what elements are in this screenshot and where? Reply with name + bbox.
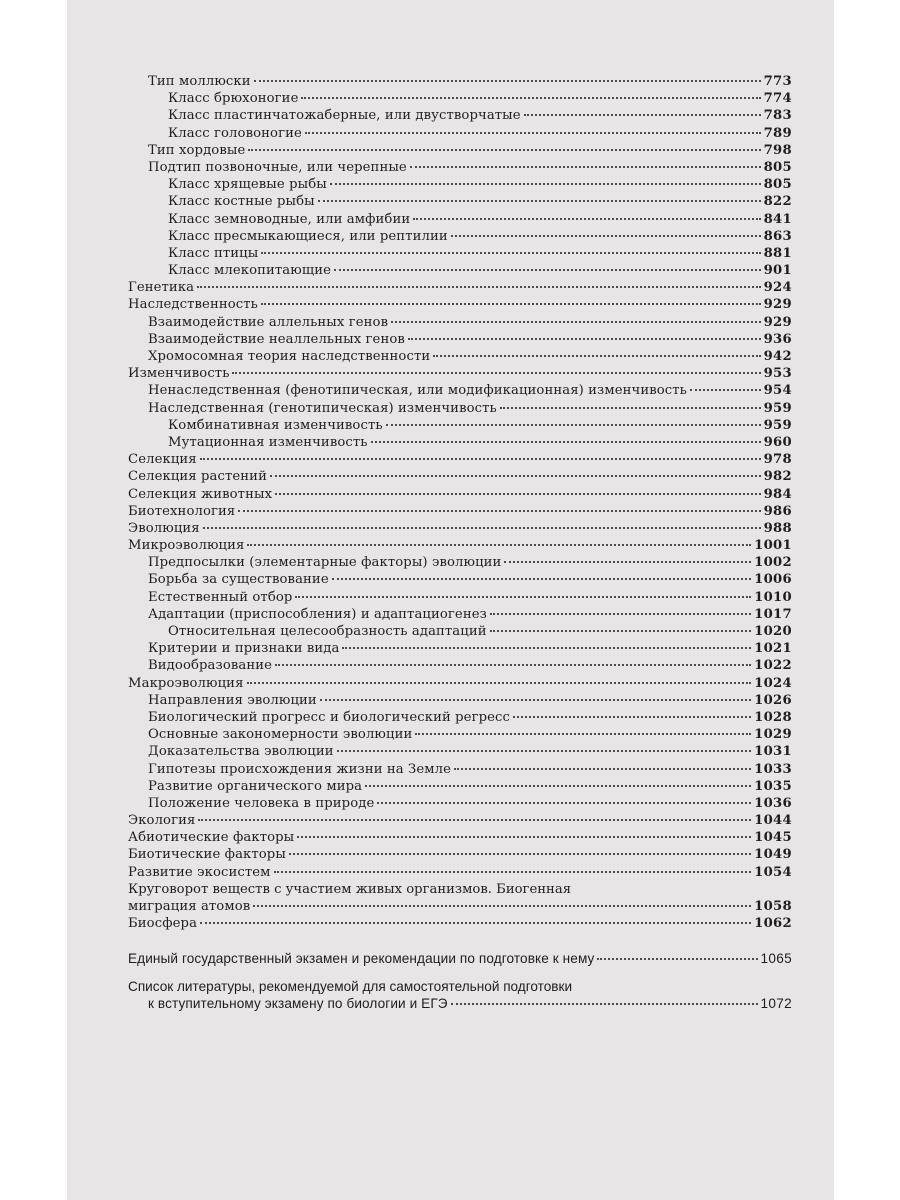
toc-page-number: 1002 [754,555,792,571]
toc-page-number: 954 [763,383,792,399]
dot-leader [200,922,751,924]
toc-entry-title: Развитие экосистем [128,864,271,880]
toc-entry [128,228,792,245]
toc-entry [128,451,792,468]
toc-page-number: 1022 [754,658,792,674]
dot-leader [198,819,751,821]
toc-page-number: 1024 [754,675,792,691]
toc-entry [128,571,792,588]
dot-leader [270,475,761,477]
toc-page-number: 1021 [754,641,792,657]
dot-leader [275,493,760,495]
toc-entry [128,211,792,228]
toc-page-number: 1036 [754,795,792,811]
dot-leader [597,958,757,960]
toc-page-number: 1017 [754,606,792,622]
toc-entry [128,262,792,279]
toc-entry-exam [128,950,792,967]
dot-leader [413,218,760,220]
toc-entry-title: Естественный отбор [148,589,293,605]
toc-entry [128,176,792,193]
toc-entry-title: Генетика [128,280,195,296]
toc-entry-title: Наследственность [128,297,258,313]
dot-leader [454,768,751,770]
toc-page-number: 959 [763,417,792,433]
toc-entry [128,348,792,365]
toc-entry [128,761,792,778]
toc-page-number: 789 [763,125,792,141]
toc-entry-title: Тип моллюски [148,74,251,89]
toc-entry-title: Видообразование [148,658,273,674]
toc-entry [128,382,792,399]
dot-leader [275,664,751,666]
toc-entry-title: Относительная целесообразность адаптаций [168,624,487,639]
toc-entry [128,107,792,124]
toc-entry-title: Экология [128,813,196,829]
toc-page-number: 960 [763,434,792,450]
toc-page-number: 1058 [754,899,792,915]
toc-entry [128,640,792,657]
toc-entry [128,125,792,142]
dot-leader [690,389,761,391]
toc-entry [128,245,792,262]
toc-entry-title: Гипотезы происхождения жизни на Земле [148,761,451,777]
toc-page-number: 1006 [754,572,792,588]
dot-leader [261,252,760,254]
dot-leader [490,613,751,615]
toc-page-number: 1035 [754,778,792,794]
toc-page-number: 924 [763,280,792,296]
toc-entry [128,795,792,812]
dot-leader [334,269,761,271]
toc-page-number: 984 [763,486,792,502]
toc-page-number: 1049 [754,847,792,863]
toc-entry [128,709,792,726]
toc-entry-title: Борьба за существование [148,572,329,588]
toc-page-number: 978 [763,452,792,468]
toc-entry [128,812,792,829]
dot-leader [410,166,761,168]
toc-entry [128,657,792,674]
toc-entry-title: Положение человека в природе [148,795,375,811]
toc-entry [128,692,792,709]
dot-leader [247,544,751,546]
dot-leader [253,905,751,907]
toc-page-number: 1045 [754,830,792,846]
toc-page-number: 1028 [754,709,792,725]
toc-page-number: 1072 [760,995,792,1011]
toc-page-number: 1020 [754,624,792,639]
toc-entry-title: Эволюция [128,520,200,536]
toc-entry [128,417,792,434]
toc-page-number: 986 [763,503,792,519]
toc-entry-title-line2: миграция атомов [128,899,251,915]
dot-leader [305,132,761,134]
toc-entry [128,193,792,210]
dot-leader [261,303,761,305]
toc-entry-title-line1: Круговорот веществ с участием живых организмов. Биогенная [128,881,572,897]
dot-leader [318,200,761,202]
toc-entry-title: Подтип позвоночные, или черепные [148,159,407,175]
toc-entry-title: Класс млекопитающие [168,263,332,279]
toc-entry [128,73,792,90]
dot-leader [289,853,751,855]
toc-entry-title: Биосфера [128,916,198,932]
toc-page-number: 863 [763,228,792,244]
dot-leader [197,286,760,288]
toc-entry-title: Наследственная (генотипическая) изменчивость [148,400,497,416]
toc-list [128,73,792,881]
toc-entry [128,434,792,451]
toc-entry-title: Единый государственный экзамен и рекомендации по подготовке к нему [128,951,595,967]
toc-entry [128,296,792,313]
dot-leader [332,578,751,580]
toc-entry [128,142,792,159]
toc-entry [128,468,792,485]
toc-entry-title: Взаимодействие неаллельных генов [148,331,405,347]
toc-entry-title: Класс земноводные, или амфибии [168,211,411,227]
toc-entry [128,314,792,331]
toc-page-number: 783 [763,108,792,124]
toc-entry-title: Изменчивость [128,366,230,382]
toc-page-number: 1010 [754,589,792,605]
toc-page-number: 959 [763,400,792,416]
toc-entry-title: Микроэволюция [128,538,245,554]
dot-leader [247,682,752,684]
toc-entry [128,331,792,348]
toc-page-number: 774 [763,91,792,107]
toc-entry-title: Доказательства эволюции [148,744,334,760]
dot-leader [203,527,761,529]
toc-entry [128,365,792,382]
toc-page-number: 988 [763,520,792,536]
dot-leader [415,733,751,735]
toc-entry [128,778,792,795]
toc-entry-title: Класс головоногие [168,125,302,141]
toc-page-number: 901 [763,263,792,279]
toc-entry [128,606,792,623]
toc-entry-title: Биотические факторы [128,847,286,863]
dot-leader [330,183,761,185]
dot-leader [232,372,760,374]
toc-entry-title: Комбинативная изменчивость [168,417,383,433]
toc-entry [128,520,792,537]
toc-entry-title: Класс брюхоногие [168,91,299,107]
toc-entry [128,743,792,760]
toc-entry [128,503,792,520]
toc-page-number: 936 [763,331,792,347]
toc-entry [128,726,792,743]
toc-entry [128,675,792,692]
toc-page-number: 1054 [754,864,792,880]
toc-entry-title: Основные закономерности эволюции [148,727,413,743]
toc-entry-title: Селекция животных [128,486,273,502]
toc-entry-title: Мутационная изменчивость [168,434,368,450]
dot-leader [365,785,751,787]
toc-page-number: 798 [763,142,792,158]
dot-leader [451,1003,758,1005]
toc-entry-title: Класс пресмыкающиеся, или рептилии [168,228,448,244]
toc-page-number: 1065 [760,951,792,967]
dot-leader [377,802,751,804]
dot-leader [301,97,760,99]
toc-entry [128,90,792,107]
toc-entry [128,864,792,881]
toc-entry [128,486,792,503]
toc-entry-literature [128,978,792,1012]
dot-leader [386,424,761,426]
toc-entry-title: Селекция растений [128,469,267,485]
dot-leader [248,149,760,151]
toc-page-number: 881 [763,245,792,261]
dot-leader [391,321,760,323]
dot-leader [408,338,761,340]
toc-entry-title: Адаптации (приспособления) и адаптациогенез [148,606,487,622]
dot-leader [337,750,751,752]
toc-page-number: 841 [763,211,792,227]
toc-page-number: 822 [763,194,792,210]
toc-entry-title-line1: Список литературы, рекомендуемой для самостоятельной подготовки [128,978,573,994]
toc-entry [128,829,792,846]
toc-entry-title: Развитие органического мира [148,778,363,794]
toc-entry-cycle [128,881,792,915]
dot-leader [320,699,751,701]
toc-page-number: 1026 [754,692,792,708]
toc-entry-title: Абиотические факторы [128,830,295,846]
toc-entry [128,846,792,863]
toc-page-number: 1031 [754,744,792,760]
toc-entry-title: Хромосомная теория наследственности [148,349,431,364]
toc-entry-title: Ненаследственная (фенотипическая, или модификационная) изменчивость [148,383,687,399]
toc-page-number: 805 [763,159,792,175]
toc-entry-title: Класс костные рыбы [168,194,315,210]
toc-entry-title: Класс хрящевые рыбы [168,177,327,193]
dot-leader [490,630,751,632]
dot-leader [200,458,761,460]
toc-entry [128,589,792,606]
toc-entry [128,400,792,417]
toc-entry-title: Класс птицы [168,245,259,261]
toc-page-number: 929 [763,297,792,313]
toc-page-number: 1029 [754,727,792,743]
toc-page-number: 1001 [754,538,792,554]
toc-page-number: 982 [763,469,792,485]
toc-entry-title: Направления эволюции [148,692,317,708]
dot-leader [433,355,760,357]
toc-page-number: 942 [763,349,792,364]
toc-entry-title: Тип хордовые [148,142,246,158]
dot-leader [238,510,760,512]
toc-entry-title: Биотехнология [128,503,236,519]
toc-entry [128,279,792,296]
toc-entry [128,537,792,554]
toc-entry-title: Критерии и признаки вида [148,641,340,657]
dot-leader [254,80,761,82]
toc-page-number: 953 [763,366,792,382]
toc-entry-title: Взаимодействие аллельных генов [148,314,389,330]
toc-entry-title-line2: к вступительному экзамену по биологии и ЕГЭ [148,995,448,1011]
toc-page-number: 1062 [754,916,792,932]
toc-entry-title: Предпосылки (элементарные факторы) эволюции [148,555,502,571]
toc-entry [128,623,792,640]
dot-leader [500,407,761,409]
toc-entry-title: Макроэволюция [128,675,244,691]
toc-entry-title: Биологический прогресс и биологический регресс [148,709,511,725]
toc-page-number: 1033 [754,761,792,777]
toc-entry-title: Класс пластинчатожаберные, или двустворчатые [168,108,521,124]
toc-entry [128,159,792,176]
toc-page-number: 1044 [754,813,792,829]
dot-leader [371,441,761,443]
dot-leader [524,114,761,116]
table-of-contents [128,73,792,1012]
dot-leader [295,596,751,598]
dot-leader [451,235,761,237]
toc-entry-title: Селекция [128,452,197,468]
toc-page-number: 929 [763,314,792,330]
dot-leader [513,716,751,718]
toc-page-number: 805 [763,177,792,193]
dot-leader [342,647,751,649]
dot-leader [274,871,752,873]
toc-entry-biosphere [128,915,792,932]
toc-entry [128,554,792,571]
dot-leader [504,561,751,563]
toc-page-number: 773 [763,74,792,89]
dot-leader [297,836,751,838]
